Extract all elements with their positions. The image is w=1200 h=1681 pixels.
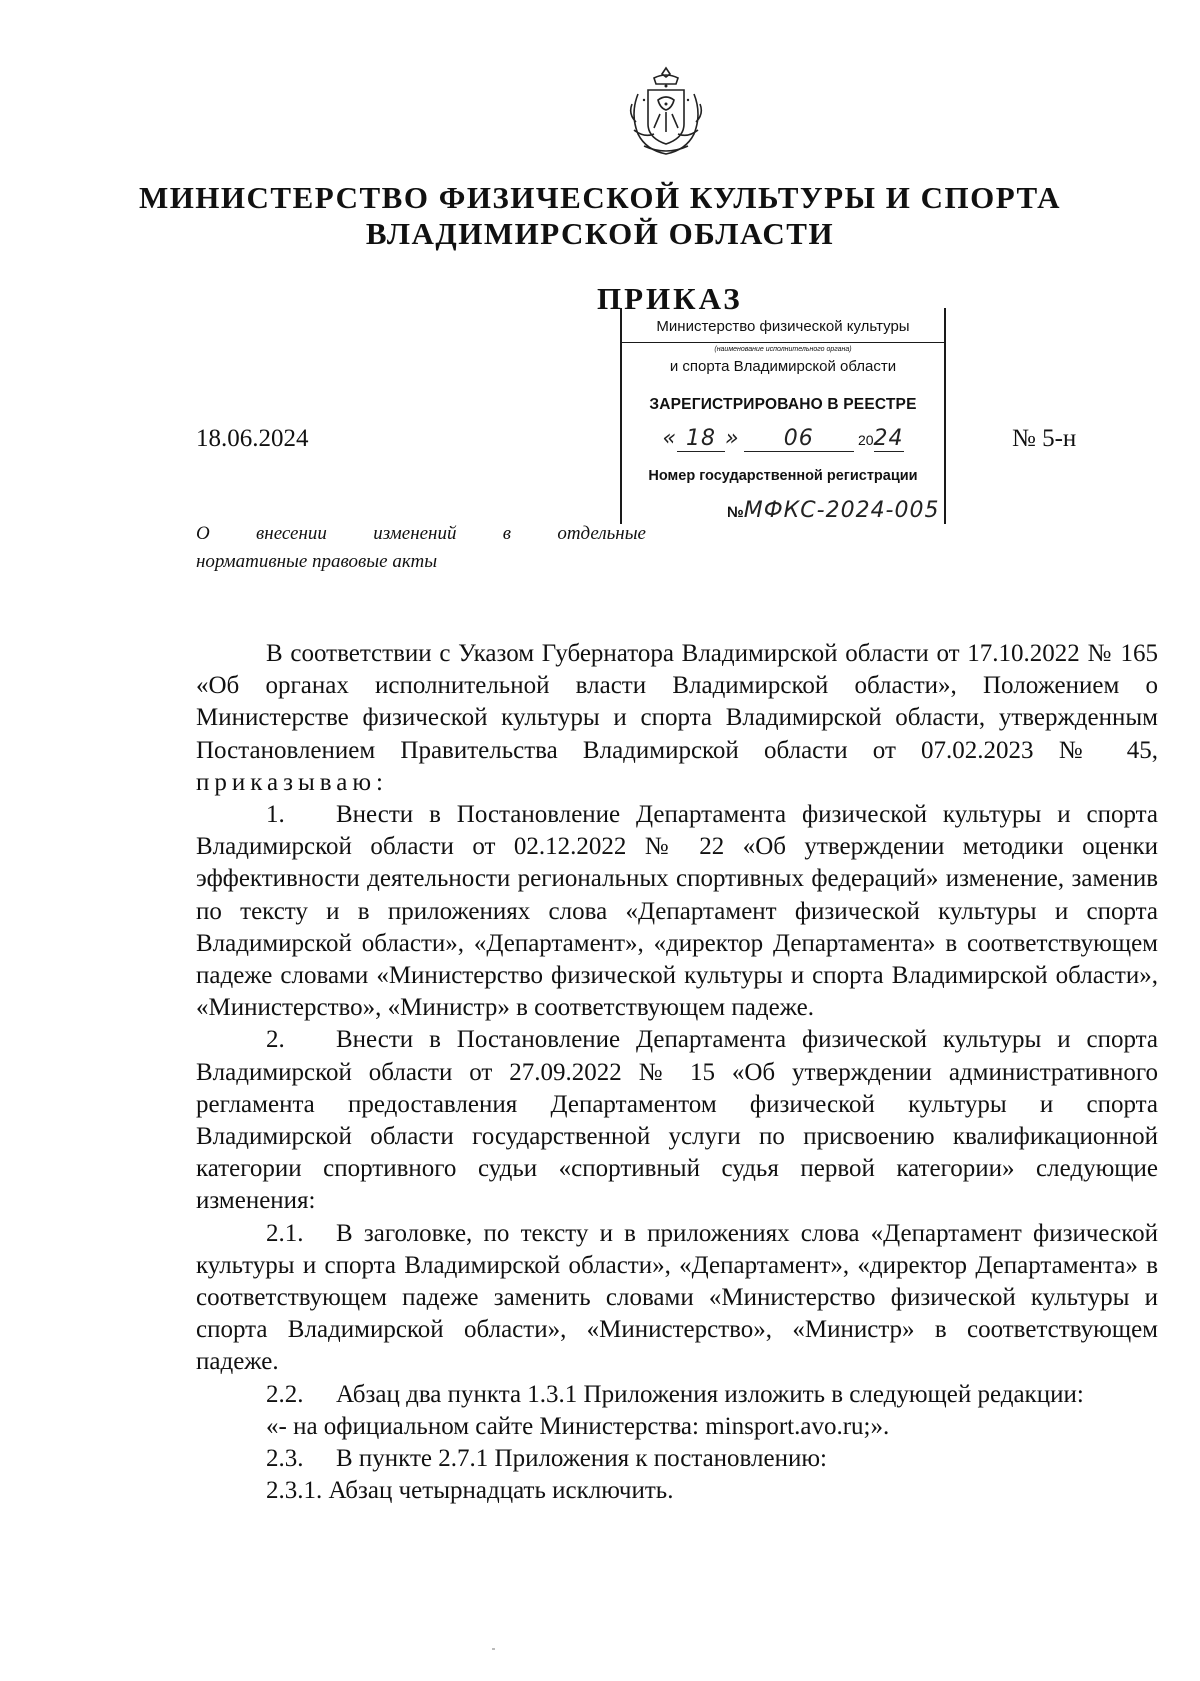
item-text: В заголовке, по тексту и в приложениях слова «Департамент физической культуры и спорта Владимирской области», «Департамент», «директор Департамента» в соответствующем падеже заменить словами «Министерство физической культуры и спорта Владимирской области», «Министерство», «Министр» в соответствующем падеже.: [196, 1219, 1158, 1376]
stamp-year-prefix: 20: [857, 432, 874, 448]
list-item: [196, 1379, 1158, 1411]
order-number: № 5-н: [1012, 425, 1077, 452]
item-number: 2.3.1.: [266, 1477, 323, 1505]
item-text: Абзац два пункта 1.3.1 Приложения изложить в следующей редакции:: [336, 1380, 1084, 1408]
item-number: 2.1.: [266, 1219, 304, 1247]
item-text: Внести в Постановление Департамента физической культуры и спорта Владимирской области от 02.12.2022 № 22 «Об утверждении методики оценки эффективности деятельности региональных спортивных федераций» изменение, заменив по тексту и в приложениях слова «Департамент физической культуры и спорта Владимирской области», «Департамент», «директор Департамента» в соответствующем падеже словами «Министерство физической культуры и спорта Владимирской области», «Министерство», «Министр» в соответствующем падеже.: [196, 801, 1158, 1022]
coat-of-arms-icon: [624, 64, 708, 158]
subject-word: внесении: [256, 523, 327, 544]
scan-mark: [492, 1648, 495, 1650]
registration-stamp: [620, 308, 946, 524]
ministry-title: [0, 180, 1200, 252]
stamp-reg-number-label: Номер государственной регистрации: [648, 468, 918, 484]
ministry-title-line1: МИНИСТЕРСТВО ФИЗИЧЕСКОЙ КУЛЬТУРЫ И СПОРТА: [138, 180, 1062, 215]
stamp-reg-number-row: [622, 498, 967, 523]
stamp-org-line2: и спорта Владимирской области: [669, 358, 897, 375]
item-number: 2.3.: [266, 1445, 304, 1473]
stamp-registration-date: [622, 426, 944, 452]
list-item: [196, 1024, 1158, 1217]
item-text: Внести в Постановление Департамента физической культуры и спорта Владимирской области от 27.09.2022 № 15 «Об утверждении административного регламента предоставления Департаментом физической культуры и спорта Владимирской области государственной услуги по присвоению квалификационной категории спортивного судьи «спортивный судья первой категории» следующие изменения:: [196, 1026, 1158, 1215]
stamp-date-close: »: [725, 426, 740, 451]
order-heading: ПРИКАЗ: [597, 281, 743, 316]
order-subject: [196, 520, 646, 576]
preamble-paragraph: [196, 638, 1158, 799]
item-text: Абзац четырнадцать исключить.: [328, 1477, 674, 1505]
stamp-divider: [622, 342, 944, 343]
order-body: [196, 638, 1158, 1507]
item-text: В пункте 2.7.1 Приложения к постановлению:: [336, 1445, 827, 1473]
subject-word: О: [196, 523, 210, 544]
subject-line1: [196, 520, 646, 548]
order-verb: приказываю:: [196, 768, 388, 796]
subject-word: в: [502, 523, 512, 544]
stamp-day: 18: [677, 426, 725, 452]
quote-line: «- на официальном сайте Министерства: minsport.avo.ru;».: [266, 1412, 890, 1440]
stamp-caption: (наименование исполнительного органа): [714, 346, 852, 353]
stamp-org-line1: Министерство физической культуры: [656, 318, 910, 335]
item-number: 2.: [266, 1026, 285, 1054]
list-item: [196, 1443, 1158, 1475]
stamp-date-open: «: [662, 426, 678, 451]
list-item: [196, 1218, 1158, 1379]
subject-word: отдельные: [557, 523, 646, 544]
item-number: 1.: [266, 801, 285, 829]
subject-word: изменений: [373, 523, 457, 544]
stamp-number-sign: №: [727, 504, 744, 521]
list-item: [196, 799, 1158, 1024]
stamp-registered-label: ЗАРЕГИСТРИРОВАНО В РЕЕСТРЕ: [649, 396, 917, 413]
subject-line2: нормативные правовые акты: [196, 551, 438, 572]
stamp-year-suffix: 24: [873, 426, 904, 451]
stamp-month: 06: [744, 426, 854, 452]
preamble-text: В соответствии с Указом Губернатора Владимирской области от 17.10.2022 № 165 «Об органах исполнительной власти Владимирской области», Положением о Министерстве физической культуры и спорта Владимирской области, утвержденным Постановлением Правительства Владимирской области от 07.02.2023 № 45,: [196, 640, 1158, 764]
ministry-title-line2: ВЛАДИМИРСКОЙ ОБЛАСТИ: [365, 216, 835, 251]
order-date: 18.06.2024: [196, 425, 309, 452]
item-number: 2.2.: [266, 1380, 304, 1408]
stamp-reg-number: МФКС-2024-005: [743, 498, 940, 523]
list-item: [196, 1475, 1158, 1507]
